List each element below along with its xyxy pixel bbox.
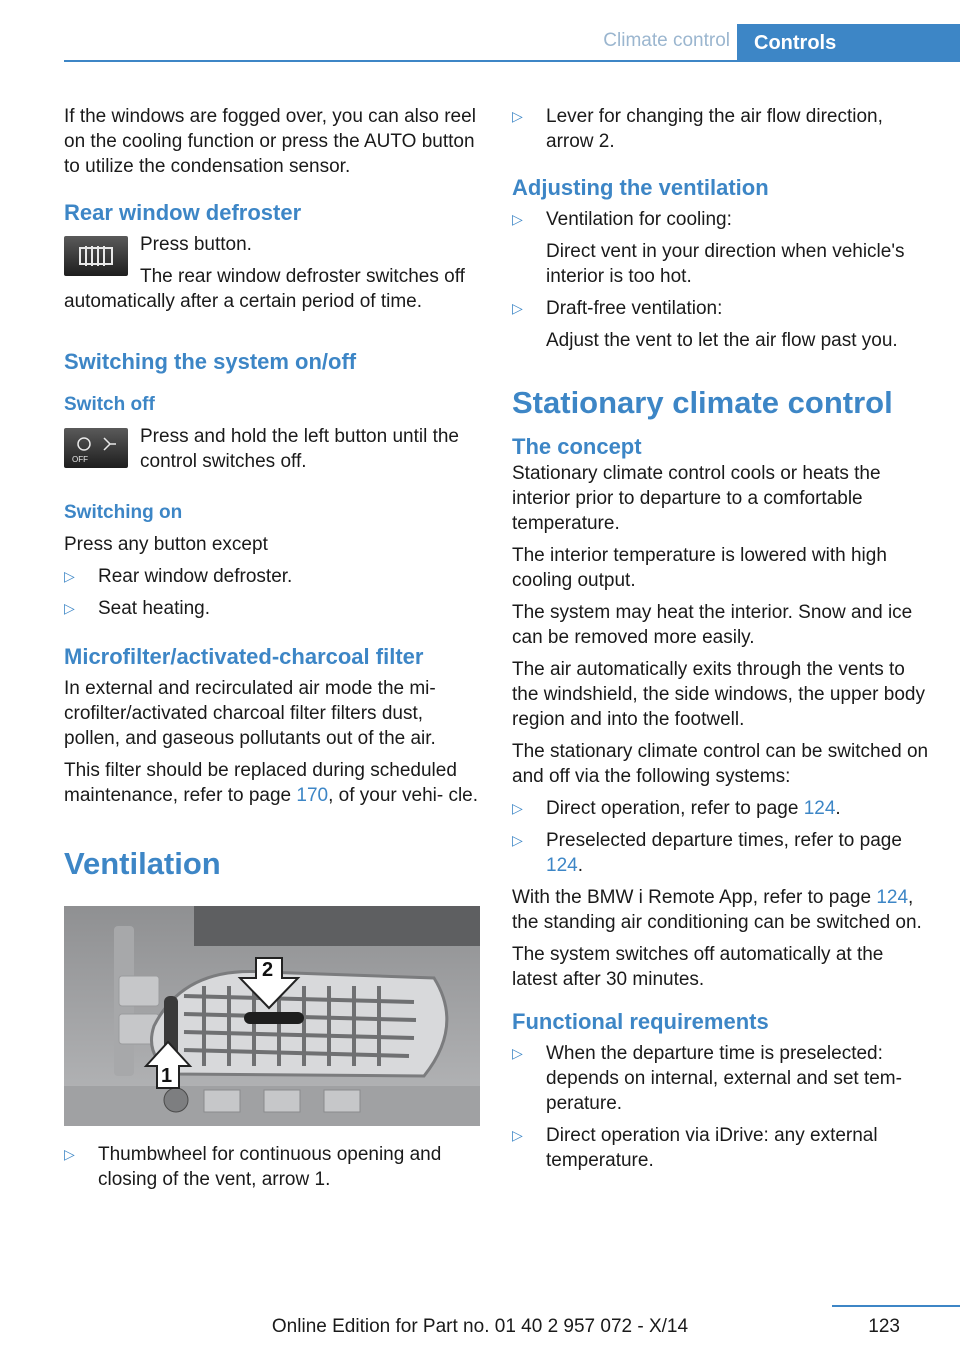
list-item: ▷ Direct operation via iDrive: any external temperature. (512, 1125, 878, 1171)
bullet-icon: ▷ (512, 300, 523, 316)
switching-heading: Switching the system on/off (64, 349, 357, 374)
list-item: ▷ Seat heating. (64, 598, 210, 619)
bullet-icon: ▷ (512, 211, 523, 227)
adjusting-heading: Adjusting the ventilation (512, 175, 769, 200)
stationary-p1: Stationary climate control cools or heats the interior prior to departure to a comfortable temperature. (512, 463, 881, 534)
filter-paragraph-1: In external and recirculated air mode the mi‐ crofilter/activated charcoal filter filters dust, pollen, and gaseous pollutants out of the air. (64, 678, 436, 749)
list-item: ▷ Direct operation, refer to page 124. (512, 798, 841, 819)
switch-off-heading: Switch off (64, 394, 155, 415)
stationary-p7: The system switches off automatically at the latest after 30 minutes. (512, 944, 884, 990)
rear-defroster-icon (64, 236, 128, 276)
rear-defroster-row (64, 232, 482, 282)
vent-photo (64, 906, 480, 1126)
page-link[interactable]: 124 (803, 798, 836, 819)
list-item: ▷ Thumbwheel for continuous opening and closing of the vent, arrow 1. (64, 1144, 442, 1190)
page-link[interactable]: 124 (876, 887, 909, 908)
list-item: ▷ Draft-free ventilation: (512, 298, 723, 319)
footer-rule (832, 1305, 960, 1307)
off-label: OFF (72, 455, 88, 464)
list-item: ▷ Ventilation for cooling: (512, 209, 732, 230)
bullet-icon: ▷ (512, 800, 523, 816)
callout-2: 2 (262, 959, 274, 981)
bullet-icon: ▷ (512, 108, 523, 124)
list-item-sub: Direct vent in your direction when vehicle's interior is too hot. (546, 241, 905, 287)
list-item: ▷ Rear window defroster. (64, 566, 293, 587)
callout-1: 1 (161, 1065, 173, 1087)
bullet-icon: ▷ (64, 1146, 75, 1162)
concept-heading: The concept (512, 434, 642, 459)
stationary-p6: With the BMW i Remote App, refer to page 124, the standing air conditioning can be switched on. (512, 887, 922, 933)
switch-off-text: Press and hold the left button until the control switches off. (140, 426, 459, 472)
switch-on-intro: Press any button except (64, 534, 268, 555)
list-item-sub: Adjust the vent to let the air flow past you. (546, 330, 898, 351)
header-section-title: Climate control (603, 30, 730, 51)
list-item: ▷ Lever for changing the air flow direction, arrow 2. (512, 106, 883, 152)
switch-on-heading: Switching on (64, 502, 183, 523)
list-item: ▷ When the departure time is preselected: depends on internal, external and set tem‐ perature. (512, 1043, 902, 1114)
filter-paragraph-2: This filter should be replaced during scheduled maintenance, refer to page 170, of your vehi‐ cle. (64, 760, 479, 806)
stationary-p5: The stationary climate control can be switched on and off via the following systems: (512, 741, 929, 787)
page-number: 123 (868, 1316, 900, 1337)
stationary-p2: The interior temperature is lowered with high cooling output. (512, 545, 887, 591)
header-chapter-tab: Controls (737, 24, 960, 62)
rear-defroster-line1: Press button. (140, 234, 252, 255)
intro-paragraph: If the windows are fogged over, you can also reel on the cooling function or press the AUTO button to utilize the condensation sensor. (64, 106, 476, 177)
bullet-icon: ▷ (512, 832, 523, 848)
ventilation-heading: Ventilation (64, 846, 221, 881)
rear-defroster-line2-text: The rear window defroster switches off automatically after a certain period of time. (64, 266, 465, 312)
stationary-p4: The air automatically exits through the vents to the windshield, the side windows, the upper body region and into the footwell. (512, 659, 925, 730)
switch-off-row (64, 424, 482, 474)
right-column (512, 104, 932, 1180)
footer-edition: Online Edition for Part no. 01 40 2 957 072 - X/14 (271, 1316, 689, 1337)
list-item: ▷ Preselected departure times, refer to page 124. (512, 830, 902, 876)
bullet-icon: ▷ (64, 600, 75, 616)
stationary-p3: The system may heat the interior. Snow and ice can be removed more easily. (512, 602, 913, 648)
filter-heading: Microfilter/activated-charcoal filter (64, 644, 424, 669)
rear-defroster-heading: Rear window defroster (64, 200, 302, 225)
header-rule (64, 60, 960, 62)
climate-off-icon (64, 428, 128, 468)
stationary-heading: Stationary climate control (512, 385, 893, 420)
bullet-icon: ▷ (64, 568, 75, 584)
functional-heading: Functional requirements (512, 1009, 769, 1034)
left-column (64, 104, 482, 1199)
bullet-icon: ▷ (512, 1127, 523, 1143)
page-link[interactable]: 170 (296, 785, 329, 806)
page-link[interactable]: 124 (546, 855, 578, 876)
bullet-icon: ▷ (512, 1045, 523, 1061)
